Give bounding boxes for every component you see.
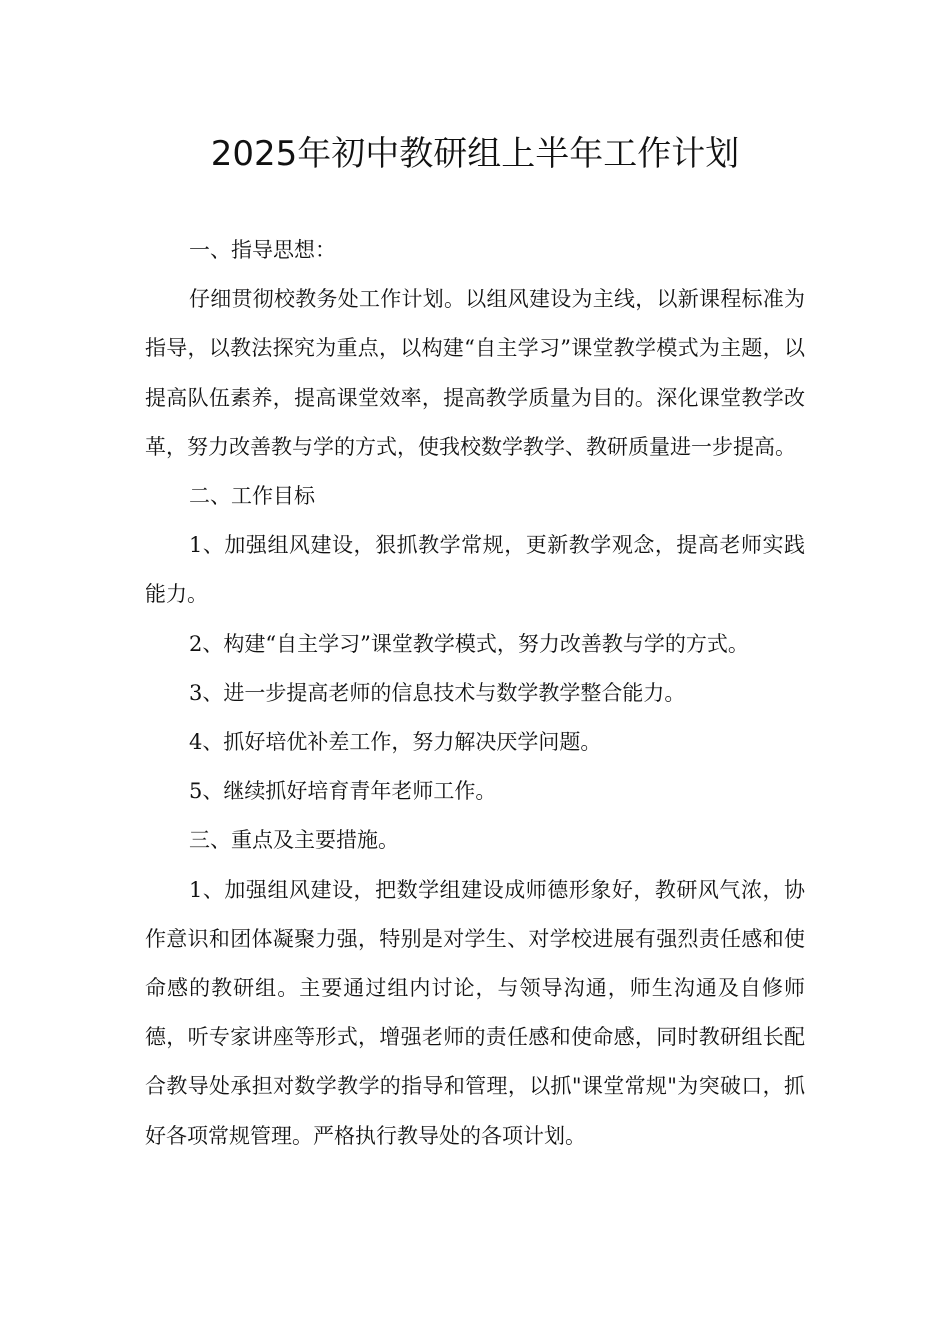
goal-item-2: 2、构建“自主学习”课堂教学模式，努力改善教与学的方式。 — [189, 631, 749, 656]
goal-item-4: 4、抓好培优补差工作，努力解决厌学问题。 — [189, 730, 602, 755]
goal-item-3: 3、进一步提高老师的信息技术与数学教学整合能力。 — [189, 680, 686, 705]
section-heading-key-measures: 三、重点及主要措施。 — [189, 828, 399, 853]
measure-item-1: 1、加强组风建设，把数学组建设成师德形象好，教研风气浓，协作意识和团体凝聚力强，特别是对学生、对学校进展有强烈责任感和使命感的教研组。主要通过组内讨论，与领导沟通，师生沟通及自修师德，听专家讲座等形式，增强老师的责任感和使命感，同时教研组长配合教导处承担对数学教学的指导和管理，以抓"课堂常规"为突破口，抓好各项常规管理。严格执行教导处的各项计划。 — [145, 877, 805, 1148]
section-heading-guiding-ideology: 一、指导思想： — [189, 238, 336, 262]
paragraph-guiding-ideology: 仔细贯彻校教务处工作计划。以组风建设为主线，以新课程标准为指导，以教法探究为重点，以构建“自主学习”课堂教学模式为主题，以提高队伍素养，提高课堂效率，提高教学质量为目的。深化课堂教学改革，努力改善教与学的方式，使我校数学教学、教研质量进一步提高。 — [145, 287, 805, 459]
document-title: 2025年初中教研组上半年工作计划 — [210, 134, 740, 174]
section-heading-work-goals: 二、工作目标 — [189, 484, 315, 509]
goal-item-5: 5、继续抓好培育青年老师工作。 — [189, 779, 497, 804]
document-body — [145, 226, 805, 1161]
goal-item-1: 1、加强组风建设，狠抓教学常规，更新教学观念，提高老师实践能力。 — [145, 533, 805, 607]
